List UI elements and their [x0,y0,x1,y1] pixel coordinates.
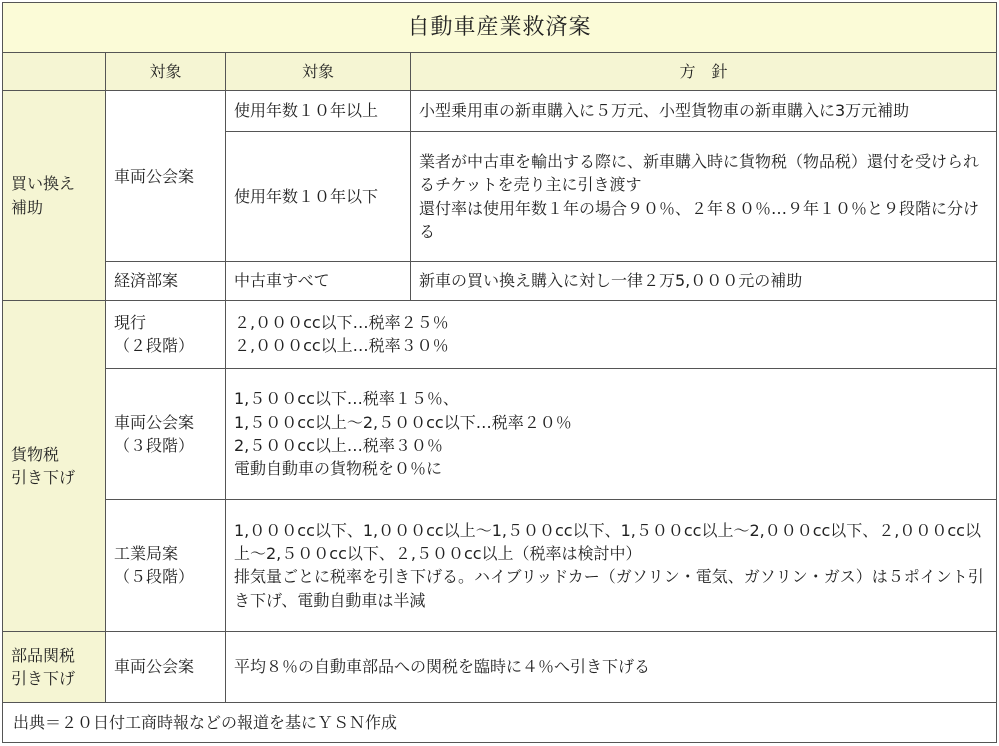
target-cell: 使用年数１０年以上 [226,91,411,131]
source-note: 出典＝２０日付工商時報などの報道を基にＹＳＮ作成 [3,702,997,742]
text-line: 電動自動車の貨物税を０％に [234,458,443,478]
category-parts-tariff-cut [3,632,106,702]
header-policy: 方 針 [411,53,997,91]
proposal-cell [106,300,226,368]
proposal-label [114,311,217,357]
text-line: 排気量ごとに税率を引き下げる。ハイブリッドカー（ガソリン・電気、ガソリン・ガス）は５ポイント引き下げ、電動自動車は半減 [234,567,984,610]
policy-cell: 新車の買い換え購入に対し一律２万5,０００元の補助 [411,262,997,300]
text-line: 2,５００cc以上…税率３０％ [234,435,443,455]
text-line: 買い換え [11,174,76,194]
text-line: 補助 [11,197,44,217]
header-proposal: 対象 [106,53,226,91]
text-line: 1,０００cc以下、1,０００cc以上～1,５００cc以下、1,５００cc以上～2,０００cc以下、２,０００cc以上～2,５００cc以下、２,５００cc以上（税率は検討中） [234,521,981,564]
proposal-label: 車両公会案 [114,166,195,186]
relief-plan-table [2,2,997,743]
text-line: 引き下げ [11,669,76,689]
category-commodity-tax-cut [3,300,106,632]
text-line: 貨物税 [11,444,60,464]
proposal-cell: 経済部案 [106,262,226,300]
text-line: 工業局案 [114,544,179,564]
text-line: ２,０００cc以下…税率２５％ [234,313,449,333]
proposal-cell [106,499,226,632]
text-line: 還付率は使用年数１年の場合９０％、２年８０％…９年１０％と９段階に分ける [419,198,980,241]
policy-text [234,519,988,612]
text-line: 1,５００cc以下…税率１５％、 [234,389,459,409]
proposal-label [114,411,217,457]
text-line: （３段階） [114,435,195,455]
text-line: （５段階） [114,567,195,587]
policy-cell [226,499,997,632]
target-cell: 中古車すべて [226,262,411,300]
category-label [11,443,97,489]
policy-text [419,150,988,243]
policy-cell [411,131,997,262]
text-line: 部品関税 [11,645,76,665]
category-label [11,172,97,218]
policy-cell [226,300,997,368]
policy-text [234,311,988,357]
policy-text [234,387,988,480]
text-line: 1,５００cc以上～2,５００cc以下…税率２０％ [234,412,572,432]
text-line: （２段階） [114,336,195,356]
policy-cell: 小型乗用車の新車購入に５万元、小型貨物車の新車購入に3万元補助 [411,91,997,131]
proposal-label [114,542,217,588]
header-blank-cell [3,53,106,91]
proposal-cell [106,91,226,262]
proposal-cell: 車両公会案 [106,632,226,702]
policy-cell: 平均８％の自動車部品への関税を臨時に４％へ引き下げる [226,632,997,702]
table-title: 自動車産業救済案 [3,3,997,53]
category-replacement-subsidy [3,91,106,300]
text-line: 業者が中古車を輸出する際に、新車購入時に貨物税（物品税）還付を受けられるチケットを売り主に引き渡す [419,152,980,195]
target-cell: 使用年数１０年以下 [226,131,411,262]
policy-cell [226,368,997,499]
text-line: 現行 [114,313,147,333]
proposal-cell [106,368,226,499]
text-line: 車両公会案 [114,412,195,432]
text-line: 引き下げ [11,467,76,487]
text-line: ２,０００cc以上…税率３０％ [234,336,449,356]
category-label [11,644,97,690]
header-target: 対象 [226,53,411,91]
